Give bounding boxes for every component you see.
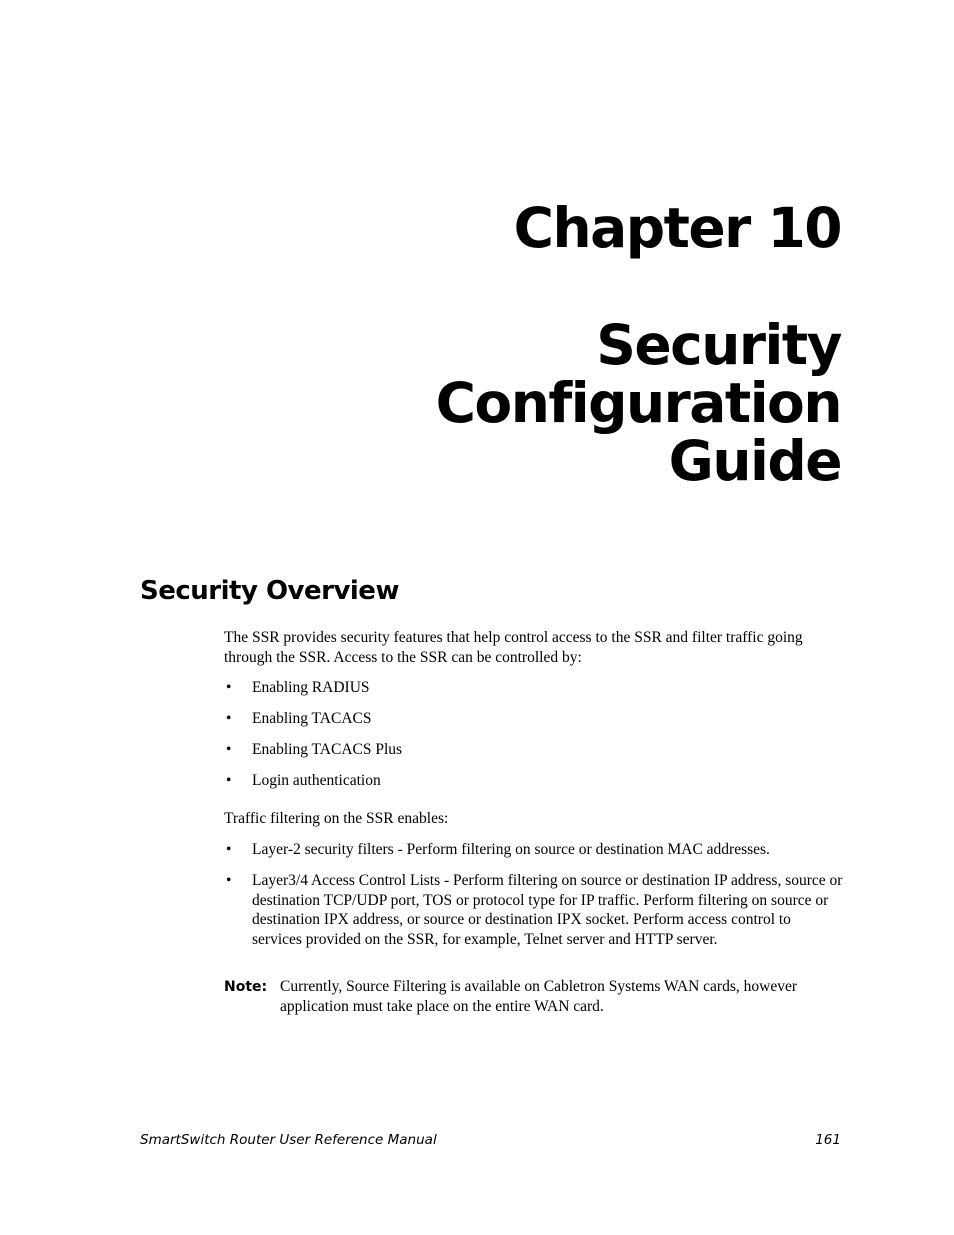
list-item-text: Login authentication: [252, 772, 381, 789]
list-item-text: Enabling TACACS: [252, 710, 372, 727]
list-item-text: Layer-2 security filters - Perform filtering on source or destination MAC addresses.: [252, 841, 770, 858]
chapter-title-line: Configuration: [435, 371, 841, 435]
bullet-icon: •: [226, 772, 232, 789]
list-item: [224, 871, 844, 949]
list-item: [224, 771, 844, 791]
filtering-intro: Traffic filtering on the SSR enables:: [224, 810, 449, 827]
list-item: [224, 709, 844, 729]
chapter-number: Chapter 10: [513, 196, 841, 260]
note-block: [224, 977, 844, 1016]
footer-manual-title: SmartSwitch Router User Reference Manual: [140, 1132, 437, 1148]
access-control-list: [224, 678, 844, 802]
list-item: [224, 740, 844, 760]
bullet-icon: •: [226, 841, 232, 858]
bullet-icon: •: [226, 679, 232, 696]
note-label: Note:: [224, 979, 268, 995]
filtering-list: [224, 840, 844, 961]
chapter-title-line: Guide: [668, 429, 841, 493]
footer-page-number: 161: [815, 1132, 841, 1148]
list-item-text: Layer3/4 Access Control Lists - Perform filtering on source or destination IP address, source or destination TCP/UDP port, TOS or protocol type for IP traffic. Perform filtering on source or destination IPX address, or source or destination IPX socket. Perform access control to services provided on the SSR, for example, Telnet server and HTTP server.: [252, 872, 843, 948]
chapter-title-line: Security: [596, 313, 841, 377]
bullet-icon: •: [226, 872, 232, 889]
section-heading: Security Overview: [140, 576, 399, 606]
list-item-text: Enabling RADIUS: [252, 679, 370, 696]
list-item: [224, 840, 844, 860]
bullet-icon: •: [226, 710, 232, 727]
intro-paragraph: The SSR provides security features that help control access to the SSR and filter traffic going through the SSR. Access to the SSR can be controlled by:: [224, 629, 803, 666]
bullet-icon: •: [226, 741, 232, 758]
list-item: [224, 678, 844, 698]
note-text: Currently, Source Filtering is available on Cabletron Systems WAN cards, however application must take place on the entire WAN card.: [280, 978, 797, 1015]
chapter-title: [435, 313, 841, 493]
list-item-text: Enabling TACACS Plus: [252, 741, 403, 758]
